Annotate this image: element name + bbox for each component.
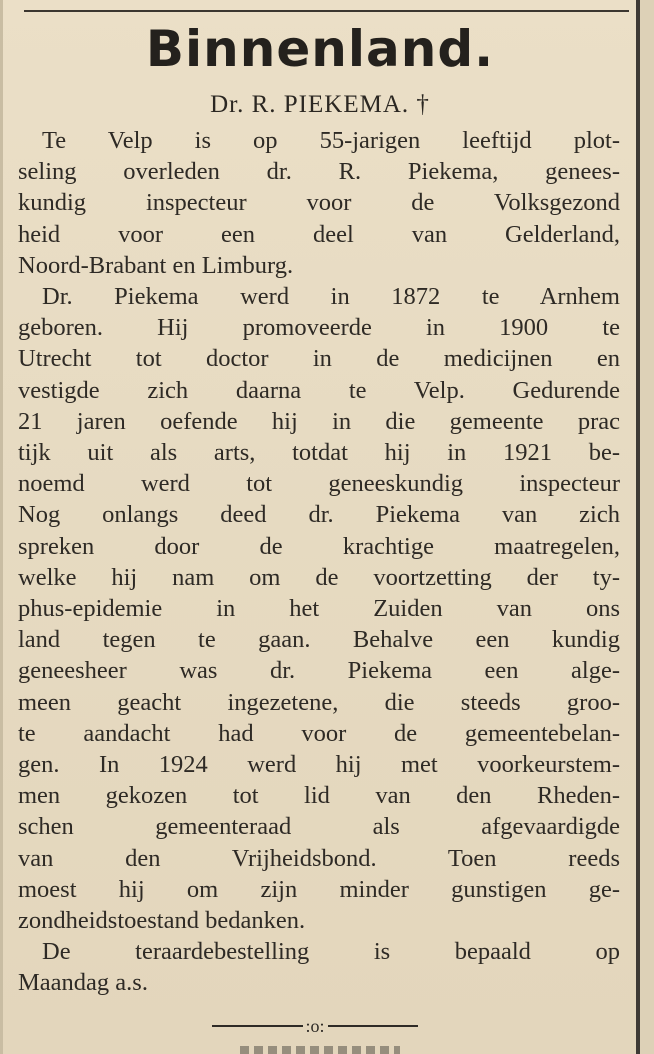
article-line: vestigde zich daarna te Velp. Gedurende: [18, 376, 620, 404]
divider-dash-right: [328, 1025, 419, 1027]
article-line: Dr. Piekema werd in 1872 te Arnhem: [42, 283, 620, 311]
article-line: phus-epidemie in het Zuiden van ons: [18, 595, 620, 623]
article-line: De teraardebestelling is bepaald op: [42, 938, 620, 966]
article-line: geboren. Hij promoveerde in 1900 te: [18, 314, 620, 342]
section-title: Binnenland.: [145, 20, 495, 78]
article-line: meen geacht ingezetene, die steeds groo-: [18, 688, 620, 716]
article-line: te aandacht had voor de gemeentebelan-: [18, 719, 620, 747]
article-line: men gekozen tot lid van den Rheden-: [18, 782, 620, 810]
article-line: tijk uit als arts, totdat hij in 1921 be-: [18, 439, 620, 467]
article-line: zondheidstoestand bedanken.: [18, 907, 306, 935]
divider-dash-left: [212, 1025, 303, 1027]
scan-edge: [0, 0, 3, 1054]
article-line: Noord-Brabant en Limburg.: [18, 251, 294, 279]
article-line: noemd werd tot geneeskundig inspecteur: [18, 470, 620, 498]
article-line: welke hij nam om de voortzetting der ty-: [18, 563, 620, 591]
article-line: Te Velp is op 55-jarigen leeftijd plot-: [42, 127, 620, 154]
adjacent-column-strip: [640, 0, 654, 1054]
article-line: gen. In 1924 werd hij met voorkeurstem-: [18, 751, 620, 779]
top-rule: [24, 10, 629, 12]
next-article-fragment: [240, 1046, 400, 1054]
article-line: Utrecht tot doctor in de medicijnen en: [18, 345, 620, 373]
article-line: heid voor een deel van Gelderland,: [18, 220, 620, 248]
article-line: kundig inspecteur voor de Volksgezond: [18, 189, 620, 217]
article-line: seling overleden dr. R. Piekema, genees-: [18, 158, 620, 186]
article-line: geneesheer was dr. Piekema een alge-: [18, 657, 620, 685]
divider-mark: :o:: [305, 1015, 325, 1036]
article-title: Dr. R. PIEKEMA. †: [210, 91, 430, 118]
article-line: land tegen te gaan. Behalve een kundig: [18, 626, 620, 654]
article-line: van den Vrijheidsbond. Toen reeds: [18, 844, 620, 872]
article-line: Nog onlangs deed dr. Piekema van zich: [18, 501, 620, 529]
article-line: moest hij om zijn minder gunstigen ge-: [18, 875, 620, 903]
article-line: Maandag a.s.: [18, 969, 148, 997]
article-line: spreken door de krachtige maatregelen,: [18, 532, 620, 560]
article-line: schen gemeenteraad als afgevaardigde: [18, 813, 620, 841]
end-divider: [212, 1014, 418, 1038]
article-line: 21 jaren oefende hij in die gemeente prac: [18, 407, 620, 435]
article-body: [18, 125, 620, 999]
